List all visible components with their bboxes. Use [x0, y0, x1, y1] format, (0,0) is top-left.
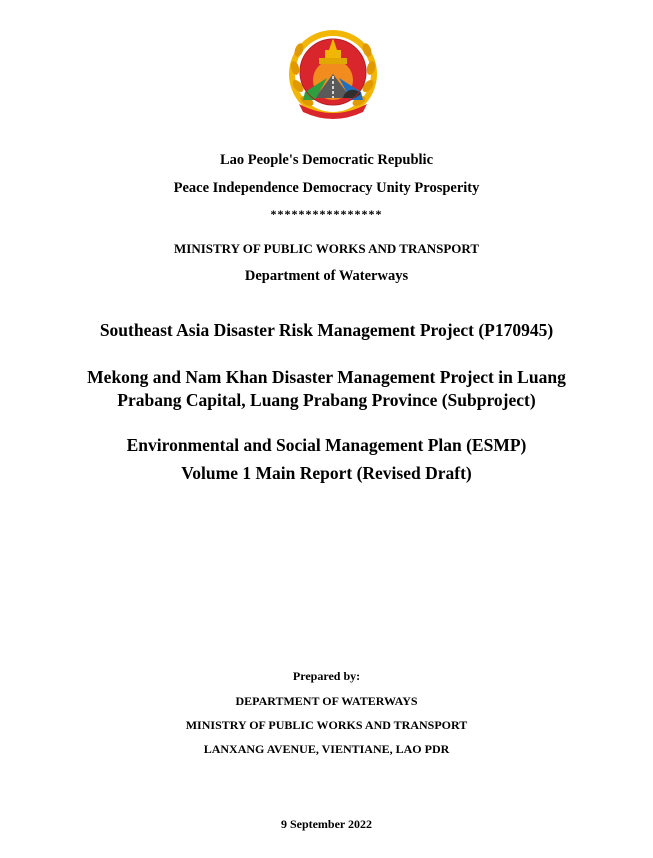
prepared-address: LANXANG AVENUE, VIENTIANE, LAO PDR	[203, 742, 450, 756]
national-motto: Peace Independence Democracy Unity Prosperity	[173, 180, 480, 196]
prepared-org-2: MINISTRY OF PUBLIC WORKS AND TRANSPORT	[185, 718, 468, 732]
ministry-name: MINISTRY OF PUBLIC WORKS AND TRANSPORT	[174, 241, 479, 256]
department-name: Department of Waterways	[244, 268, 409, 284]
stars-divider: ****************	[270, 207, 383, 221]
lao-national-emblem-icon	[285, 28, 381, 120]
plan-title: Environmental and Social Management Plan (ESMP)	[126, 435, 527, 455]
prepared-by-label: Prepared by:	[292, 669, 361, 683]
prepared-org-1: DEPARTMENT OF WATERWAYS	[235, 694, 418, 708]
volume-title: Volume 1 Main Report (Revised Draft)	[181, 463, 472, 483]
subproject-title-line2: Prabang Capital, Luang Prabang Province (Subproject)	[117, 390, 536, 410]
subproject-title-line1: Mekong and Nam Khan Disaster Management Project in Luang	[87, 367, 566, 387]
program-title: Southeast Asia Disaster Risk Management Project (P170945)	[99, 320, 554, 340]
country-name: Lao People's Democratic Republic	[219, 152, 434, 168]
document-date: 9 September 2022	[280, 817, 373, 831]
